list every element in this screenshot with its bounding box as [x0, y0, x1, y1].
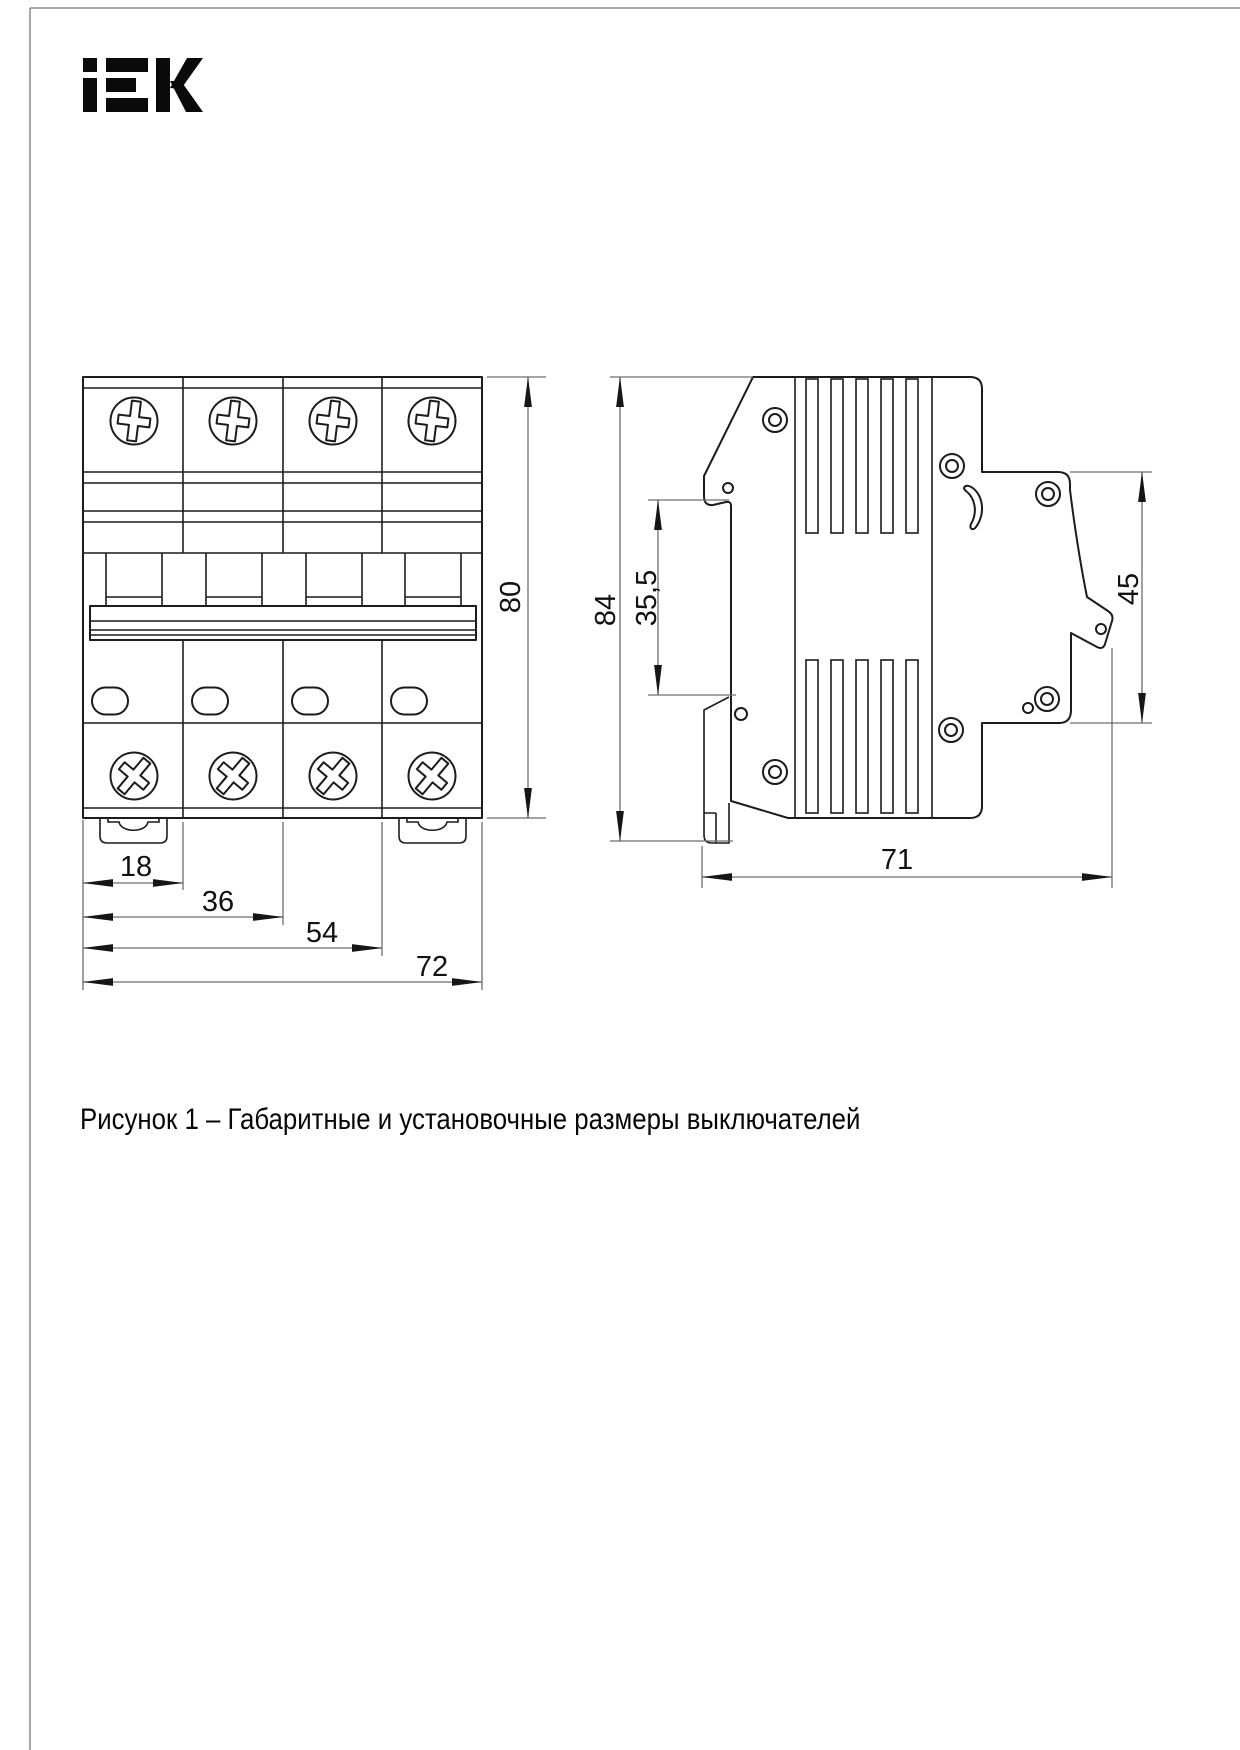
front-view: [83, 377, 546, 990]
dim-label-45: 45: [1113, 572, 1145, 606]
dim-front-widths: [83, 820, 482, 990]
din-clip-side: [704, 697, 729, 843]
dim-label-80: 80: [495, 580, 527, 614]
toggle-pin-hole: [1096, 624, 1106, 634]
curved-slot: [964, 486, 982, 529]
indicator-windows: [92, 688, 427, 715]
dim-label-84: 84: [590, 593, 622, 627]
toggle-tie-bar: [90, 606, 476, 640]
toggle-handles: [106, 553, 461, 606]
side-body-outline: [704, 377, 1113, 818]
dim-front-face-45: [1070, 472, 1152, 723]
ventilation-slots-bottom: [806, 660, 918, 813]
dim-label-71: 71: [880, 844, 914, 876]
dim-label-54: 54: [305, 917, 339, 949]
rivets: [763, 408, 1060, 784]
dim-label-35-5: 35,5: [631, 569, 663, 627]
figure-caption: Рисунок 1 – Габаритные и установочные размеры выключателей: [80, 1103, 861, 1136]
dim-label-72: 72: [415, 951, 449, 983]
ventilation-slots-top: [806, 379, 918, 533]
side-view: [590, 377, 1152, 888]
dim-front-height-80: [487, 377, 546, 818]
pin-holes: [723, 483, 1106, 720]
dim-label-18: 18: [119, 851, 153, 883]
dim-label-36: 36: [201, 886, 235, 918]
dim-side-height-84: [590, 377, 753, 841]
dim-din-recess-35-5: [631, 500, 736, 695]
page-frame: [30, 8, 1240, 1750]
side-panel-edges: [795, 377, 932, 818]
